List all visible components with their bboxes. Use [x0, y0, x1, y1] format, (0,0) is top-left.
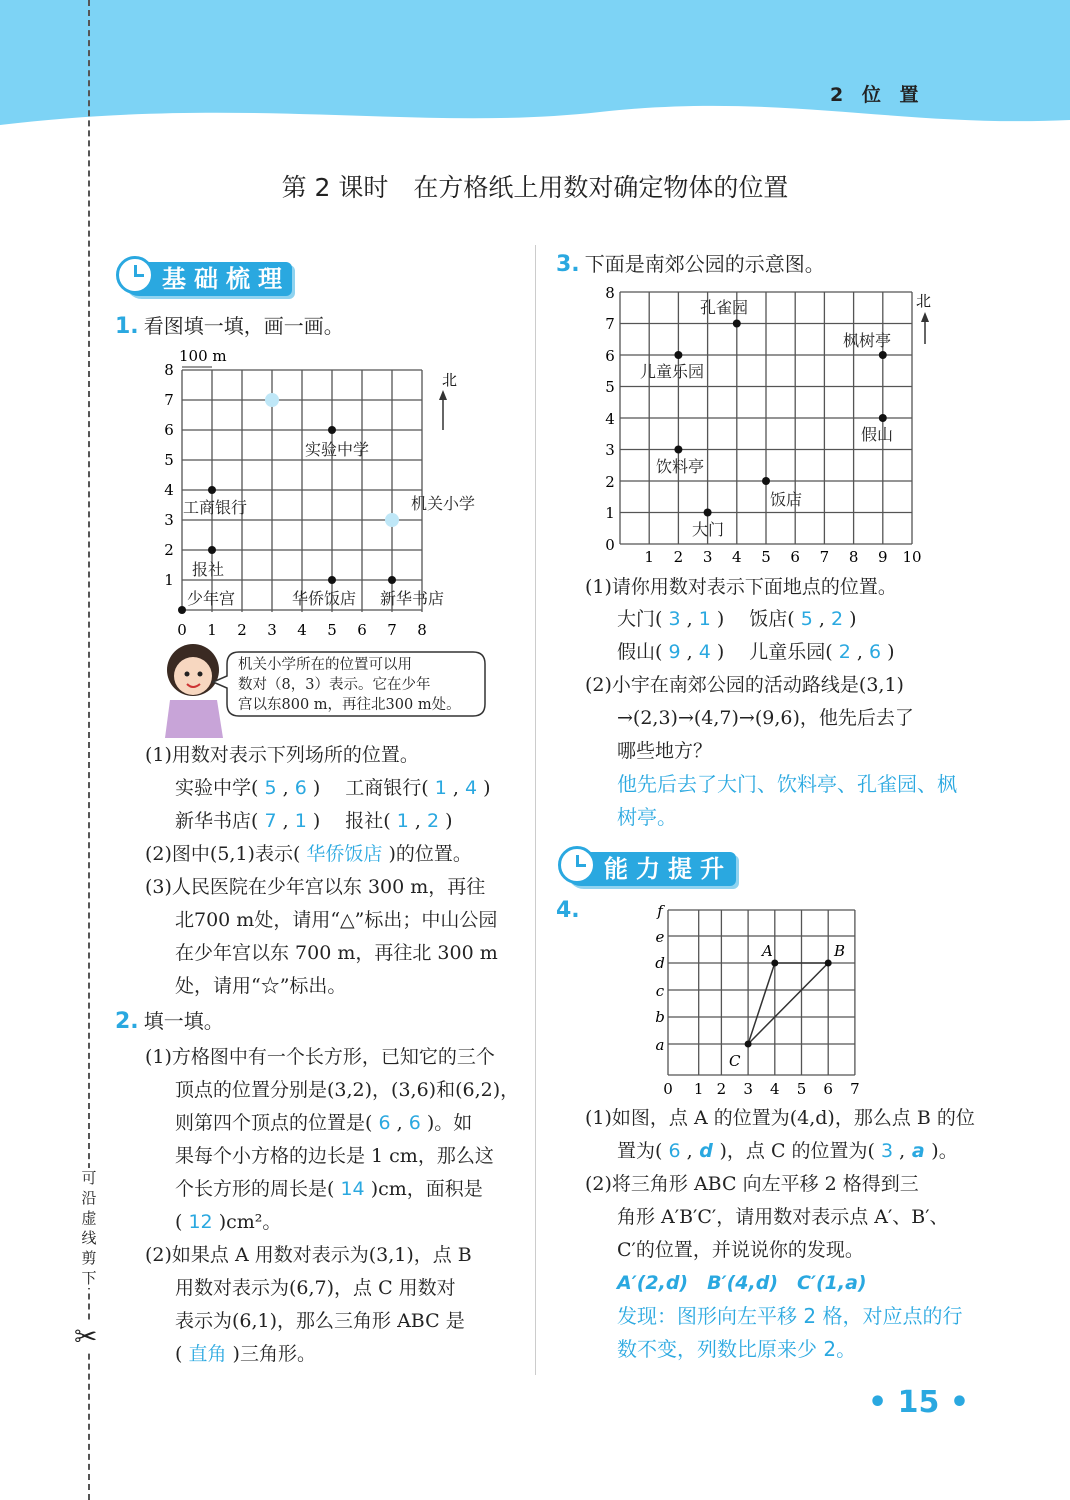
north-label: 北 — [916, 292, 932, 310]
q4-p2-line2: 角形 A′B′C′，请用数对表示点 A′、B′、 — [617, 1206, 949, 1228]
q4-p1-line2: 置为( 6 , d )，点 C 的位置为( 3 , a )。 — [617, 1140, 958, 1162]
star-marker — [265, 393, 279, 407]
y-tick: c — [655, 982, 665, 1000]
y-tick: 2 — [605, 473, 615, 491]
q4-answer-line2: 数不变，列数比原来少 2。 — [617, 1337, 857, 1361]
y-tick: 5 — [605, 378, 615, 396]
x-tick: 4 — [732, 548, 742, 566]
q3-answer-line1: 他先后去了大门、饮料亭、孔雀园、枫 — [617, 772, 957, 796]
place-label: 饭店 — [770, 490, 803, 509]
north-arrow-icon — [439, 390, 447, 400]
place-label: 儿童乐园 — [640, 362, 705, 381]
q1-p1: (1)用数对表示下列场所的位置。 — [145, 744, 419, 766]
y-tick: d — [655, 954, 665, 972]
q3-answer-line2: 树亭。 — [617, 805, 677, 829]
q2-p1-line6: ( 12 )cm²。 — [175, 1211, 282, 1233]
header-wave — [0, 0, 1070, 135]
north-label: 北 — [442, 371, 458, 389]
q2-p1-line3: 则第四个顶点的位置是( 6 , 6 )。如 — [175, 1112, 473, 1134]
place-label: 机关小学 — [411, 494, 476, 513]
q1-p2: (2)图中(5,1)表示( 华侨饭店 )的位置。 — [145, 843, 472, 865]
triangle-marker — [385, 513, 399, 527]
scissors-icon: ✂ — [74, 1320, 98, 1353]
q3-grid — [598, 282, 958, 567]
q2-p2-line3: 表示为(6,1)，那么三角形 ABC 是 — [175, 1310, 465, 1332]
clock-icon — [558, 846, 596, 884]
x-tick: 4 — [770, 1080, 780, 1098]
x-tick: 2 — [237, 621, 247, 639]
q1-p1-row1: 实验中学( 5 , 6 ) 工商银行( 1 , 4 ) — [175, 777, 491, 799]
x-tick: 5 — [327, 621, 337, 639]
y-tick: a — [655, 1036, 665, 1054]
point-label: A — [762, 942, 773, 960]
north-arrow-icon — [921, 312, 929, 322]
x-tick: 10 — [902, 548, 922, 566]
y-tick: 1 — [164, 571, 174, 589]
x-tick: 0 — [663, 1080, 673, 1098]
triangle-abc — [748, 963, 828, 1044]
x-tick: 5 — [796, 1080, 807, 1098]
q1-grid — [155, 345, 515, 640]
x-tick: 8 — [848, 548, 859, 566]
y-tick: b — [655, 1008, 665, 1026]
q1-p3-line4: 处，请用“☆”标出。 — [175, 975, 347, 997]
q2-p1-line5: 个长方形的周长是( 14 )cm，面积是 — [175, 1178, 483, 1200]
x-tick: 7 — [850, 1080, 860, 1098]
x-tick: 9 — [878, 548, 888, 566]
place-label: 工商银行 — [183, 498, 248, 517]
place-label: 实验中学 — [305, 440, 370, 459]
q4-answer-line1: 发现：图形向左平移 2 格，对应点的行 — [617, 1304, 963, 1328]
y-tick: 0 — [605, 536, 615, 554]
badge-advanced: 能力提升 — [564, 852, 736, 886]
x-tick: 7 — [819, 548, 830, 566]
x-tick: 1 — [644, 548, 654, 566]
y-tick: f — [657, 902, 663, 920]
q4-grid — [640, 898, 870, 1098]
cut-instruction: 可 沿 虚 线 剪 下 — [81, 1169, 97, 1287]
page-title: 第 2 课时 在方格纸上用数对确定物体的位置 — [281, 173, 789, 202]
x-tick: 6 — [790, 548, 800, 566]
y-tick: 5 — [164, 451, 174, 469]
point-label: C — [729, 1052, 741, 1070]
badge-basics: 基础梳理 — [122, 262, 292, 296]
point-label: B — [834, 942, 846, 960]
y-tick: 6 — [605, 347, 615, 365]
place-label: 孔雀园 — [700, 298, 749, 317]
q1-heading: 1. 看图填一填，画一画。 — [115, 314, 344, 339]
y-tick: 8 — [164, 361, 174, 379]
x-tick: 2 — [716, 1080, 727, 1098]
q3-p2-line3: 哪些地方？ — [617, 740, 713, 762]
x-tick: 3 — [702, 548, 713, 566]
y-tick: 1 — [605, 504, 615, 522]
x-tick: 0 — [177, 621, 187, 639]
q3-p2-line2: →(2,3)→(4,7)→(9,6)，他先后去了 — [617, 707, 914, 729]
q3-heading: 3. 下面是南郊公园的示意图。 — [556, 252, 825, 277]
place-label: 少年宫 — [187, 589, 236, 608]
q4-heading: 4. — [556, 898, 580, 923]
scale-label: 100 m — [179, 347, 227, 365]
q2-p1-line1: (1)方格图中有一个长方形，已知它的三个 — [145, 1046, 495, 1068]
x-tick: 1 — [693, 1080, 704, 1098]
q3-p1: (1)请你用数对表示下面地点的位置。 — [585, 576, 897, 598]
y-tick: 4 — [605, 410, 615, 428]
x-tick: 5 — [761, 548, 771, 566]
q1-p3-line1: (3)人民医院在少年宫以东 300 m，再往 — [145, 876, 486, 898]
y-tick: 3 — [605, 441, 615, 459]
x-tick: 8 — [417, 621, 427, 639]
place-label: 报社 — [192, 560, 225, 579]
place-label: 华侨饭店 — [292, 589, 357, 608]
q3-p1-row1: 大门( 3 , 1 ) 饭店( 5 , 2 ) — [617, 608, 857, 630]
speech-bubble: 机关小学所在的位置可以用 数对（8，3）表示。它在少年 宫以东800 m，再往北300 m处。 — [238, 657, 461, 713]
y-tick: 8 — [605, 284, 615, 302]
x-tick: 4 — [297, 621, 307, 639]
q2-heading: 2. 填一填。 — [115, 1009, 224, 1034]
q2-p1-line4: 果每个小方格的边长是 1 cm，那么这 — [175, 1145, 494, 1167]
section-header: 2 位 置 — [830, 84, 925, 106]
y-tick: 6 — [164, 421, 174, 439]
q1-p3-line3: 在少年宫以东 700 m，再往北 300 m — [175, 942, 498, 964]
q2-p2-line2: 用数对表示为(6,7)，点 C 用数对 — [175, 1277, 456, 1299]
q4-p1-line1: (1)如图，点 A 的位置为(4,d)，那么点 B 的位 — [585, 1107, 975, 1129]
q1-p3-line2: 北700 m处，请用“△”标出；中山公园 — [175, 909, 498, 931]
x-tick: 2 — [673, 548, 684, 566]
y-tick: e — [655, 928, 665, 946]
place-label: 假山 — [861, 425, 894, 444]
q4-answer-points: A′(2,d) B′(4,d) C′(1,a) — [617, 1272, 867, 1294]
place-label: 大门 — [692, 520, 725, 539]
q4-p2-line3: C′的位置，并说说你的发现。 — [617, 1239, 864, 1261]
q3-p1-row2: 假山( 9 , 4 ) 儿童乐园( 2 , 6 ) — [617, 641, 895, 663]
y-tick: 4 — [164, 481, 174, 499]
y-tick: 2 — [164, 541, 174, 559]
x-tick: 3 — [743, 1080, 753, 1098]
clock-icon — [116, 256, 154, 294]
page-number: • 15 • — [868, 1385, 969, 1420]
y-tick: 7 — [605, 315, 615, 333]
place-label: 枫树亭 — [843, 331, 892, 350]
y-tick: 7 — [164, 391, 174, 409]
q2-p2-line1: (2)如果点 A 用数对表示为(3,1)，点 B — [145, 1244, 472, 1266]
place-label: 饮料亭 — [656, 457, 705, 476]
q2-p1-line2: 顶点的位置分别是(3,2)，(3,6)和(6,2)， — [175, 1079, 520, 1101]
x-tick: 7 — [387, 621, 397, 639]
q4-p2-line1: (2)将三角形 ABC 向左平移 2 格得到三 — [585, 1173, 919, 1195]
x-tick: 3 — [267, 621, 277, 639]
y-tick: 3 — [164, 511, 174, 529]
column-divider — [535, 245, 536, 1375]
x-tick: 6 — [823, 1080, 833, 1098]
q3-p2-line1: (2)小宇在南郊公园的活动路线是(3,1) — [585, 674, 904, 696]
q1-p1-row2: 新华书店( 7 , 1 ) 报社( 1 , 2 ) — [175, 810, 453, 832]
x-tick: 6 — [357, 621, 367, 639]
q2-p2-line4: ( 直角 )三角形。 — [175, 1343, 316, 1365]
place-label: 新华书店 — [380, 589, 445, 608]
x-tick: 1 — [207, 621, 217, 639]
